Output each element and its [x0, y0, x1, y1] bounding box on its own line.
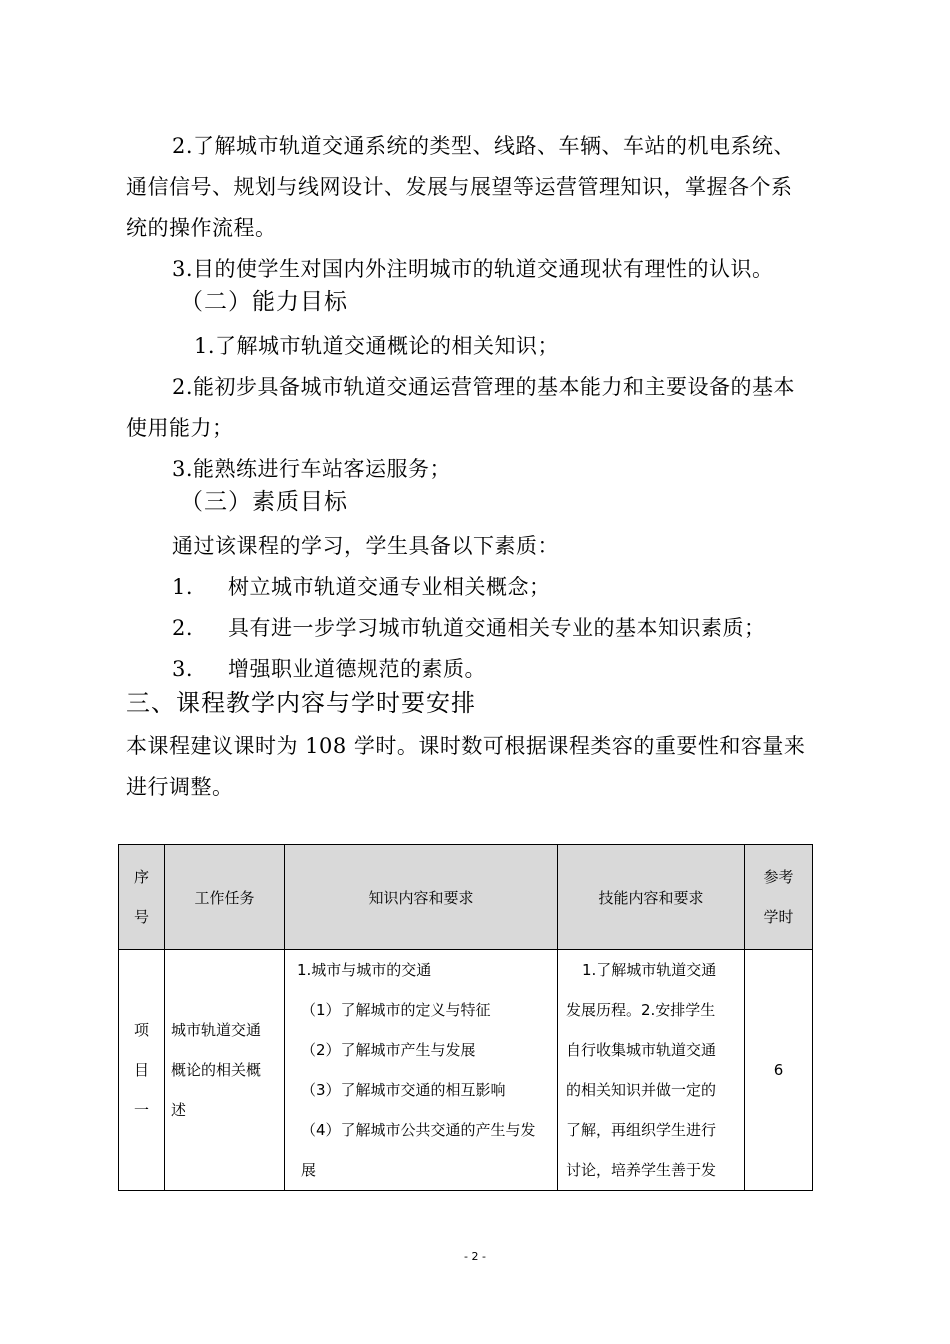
header-knowledge: 知识内容和要求: [285, 845, 558, 950]
row-task: [165, 950, 285, 1191]
paragraph-ability-2-line2: 使用能力；: [126, 416, 234, 440]
row-seq-line: 目: [133, 1061, 149, 1079]
skill-line: 发展历程。2.安排学生: [566, 1001, 716, 1019]
row-task-line: 城市轨道交通: [171, 1021, 262, 1039]
knowledge-line: （3）了解城市交通的相互影响: [301, 1081, 506, 1099]
header-seq-line1: 序: [133, 868, 149, 886]
header-hours-line2: 学时: [763, 908, 794, 926]
quality-item-text: 增强职业道德规范的素质。: [228, 657, 486, 681]
row-seq-line: 项: [133, 1021, 149, 1039]
paragraph-knowledge-2-line3: 统的操作流程。: [126, 216, 277, 240]
knowledge-line: 1.城市与城市的交通: [297, 961, 432, 979]
paragraph-knowledge-2: 2.了解城市轨道交通系统的类型、线路、车辆、车站的机电系统、: [172, 134, 796, 158]
row-skill: [558, 950, 745, 1191]
header-hours-line1: 参考: [763, 868, 794, 886]
paragraph-ability-1: 1.了解城市轨道交通概论的相关知识；: [194, 334, 560, 358]
paragraph-knowledge-3: 3.目的使学生对国内外注明城市的轨道交通现状有理性的认识。: [172, 257, 774, 281]
quality-item-text: 树立城市轨道交通专业相关概念；: [228, 575, 551, 599]
quality-item-text: 具有进一步学习城市轨道交通相关专业的基本知识素质；: [228, 616, 766, 640]
skill-line: 的相关知识并做一定的: [566, 1081, 717, 1099]
section-3-title: 三、课程教学内容与学时要安排: [126, 689, 476, 717]
quality-item-number: 2.: [172, 616, 194, 640]
paragraph-course-hours: 本课程建议课时为 108 学时。课时数可根据课程类容的重要性和容量来: [126, 734, 806, 758]
row-knowledge: [285, 950, 558, 1191]
knowledge-line: 展: [301, 1161, 317, 1179]
row-hours: 6: [745, 950, 813, 1191]
paragraph-ability-3: 3.能熟练进行车站客运服务；: [172, 457, 452, 481]
quality-item-1: [172, 567, 551, 608]
quality-item-3: [172, 649, 486, 690]
table-row: [119, 950, 813, 1191]
header-seq: [119, 845, 165, 950]
heading-ability-goals: （二）能力目标: [180, 289, 348, 315]
header-hours: [745, 845, 813, 950]
quality-item-number: 1.: [172, 575, 194, 599]
row-seq: [119, 950, 165, 1191]
skill-line: 了解，再组织学生进行: [566, 1121, 717, 1139]
knowledge-line: （2）了解城市产生与发展: [301, 1041, 476, 1059]
quality-item-2: [172, 608, 766, 649]
heading-quality-goals: （三）素质目标: [180, 489, 348, 515]
paragraph-ability-2: 2.能初步具备城市轨道交通运营管理的基本能力和主要设备的基本: [172, 375, 796, 399]
skill-line: 1.了解城市轨道交通: [582, 961, 717, 979]
row-task-line: 述: [171, 1101, 187, 1119]
header-task: 工作任务: [165, 845, 285, 950]
table-header-row: [119, 845, 813, 950]
row-seq-line: 一: [133, 1101, 149, 1119]
header-seq-line2: 号: [133, 908, 149, 926]
header-skill: 技能内容和要求: [558, 845, 745, 950]
course-content-table: [118, 844, 813, 1191]
quality-item-number: 3.: [172, 657, 194, 681]
paragraph-course-hours-line2: 进行调整。: [126, 775, 234, 799]
paragraph-quality-intro: 通过该课程的学习，学生具备以下素质：: [172, 534, 559, 558]
page-number: - 2 -: [464, 1250, 486, 1263]
skill-line: 自行收集城市轨道交通: [566, 1041, 717, 1059]
paragraph-knowledge-2-line2: 通信信号、规划与线网设计、发展与展望等运营管理知识，掌握各个系: [126, 175, 793, 199]
knowledge-line: （1）了解城市的定义与特征: [301, 1001, 491, 1019]
skill-line: 讨论，培养学生善于发: [566, 1161, 717, 1179]
knowledge-line: （4）了解城市公共交通的产生与发: [301, 1121, 536, 1139]
row-task-line: 概论的相关概: [171, 1061, 262, 1079]
